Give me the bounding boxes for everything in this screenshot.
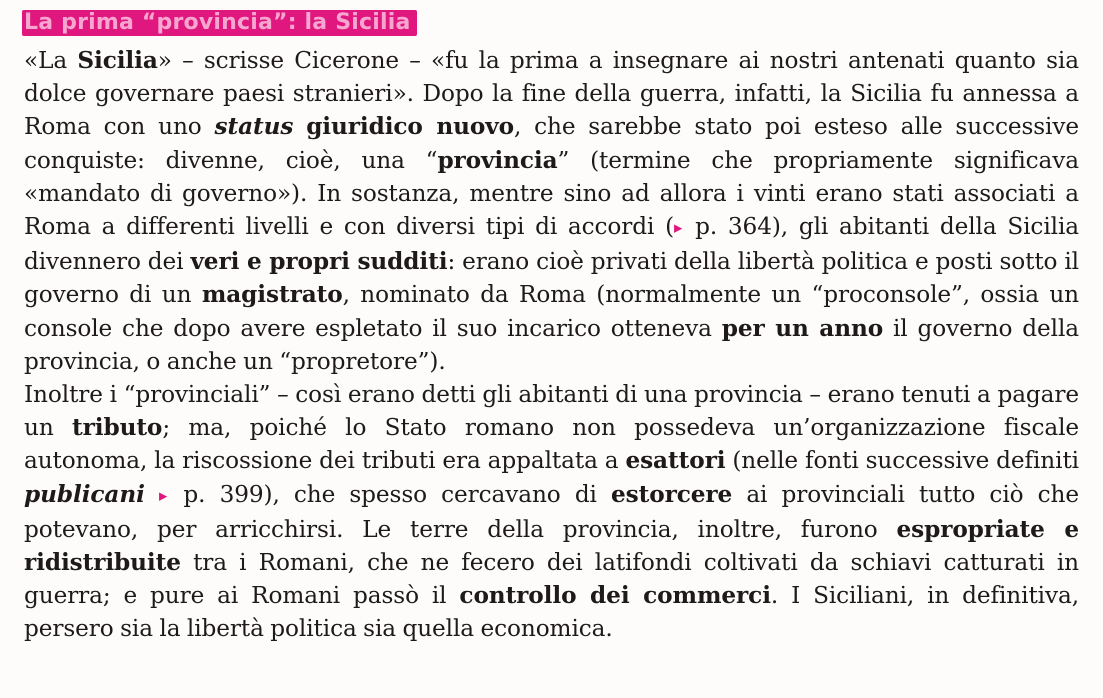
bold-italic-term-publicani: publicani [24,480,145,508]
bold-term-per-un-anno: per un anno [721,314,884,342]
text-run: ), che spesso cercavano di [263,480,612,508]
text-run: , nominato da Roma (normalmente un “proconsole”, ossia un console che dopo avere espletato il suo incarico otteneva [24,281,1079,342]
text-run: : erano cioè privati della libertà politica e posti sotto il governo di un [24,248,1079,309]
text-run: Inoltre i “provinciali” – così erano detti gli abitanti di una provincia – erano tenuti a pagare un [24,381,1079,442]
text-run: tra i Romani, che ne fecero dei latifondi coltivati da schiavi catturati in guerra; e pure ai Romani passò il [24,549,1079,610]
page-reference-link[interactable]: p. 399 [183,480,264,508]
page-reference-link[interactable]: p. 364 [695,213,772,241]
bold-term-estorcere: estorcere [611,480,733,508]
paragraph-2 [24,378,1079,646]
text-run: ai provinciali tutto ciò che potevano, per arricchirsi. Le terre della provincia, inoltre, furono [24,480,1079,543]
reference-arrow-icon: ▸ [674,217,683,238]
section-title: La prima “provincia”: la Sicilia [22,10,417,36]
text-run: ), gli abitanti della Sicilia divennero dei [24,213,1079,276]
text-run: (nelle fonti successive definiti [725,447,1079,475]
bold-term-veri-sudditi: veri e propri sudditi [190,248,448,276]
bold-term-sicilia: Sicilia [77,47,158,74]
text-run: ; ma, poiché lo Stato romano non possedeva un’organizzazione fiscale autonoma, la riscossione dei tributi era appaltata a [24,414,1080,475]
text-run: . I Siciliani, in definitiva, persero sia la libertà politica sia quella economica. [24,582,1079,643]
paragraph-1 [24,44,1079,378]
bold-term-esattori: esattori [625,447,726,475]
bold-term-controllo-commerci: controllo dei commerci [459,582,771,610]
section-heading-wrap [24,8,1079,44]
bold-term-magistrato: magistrato [201,281,343,309]
reference-arrow-icon: ▸ [158,484,168,505]
bold-term-tributo: tributo [72,414,163,442]
bold-term-provincia: provincia [437,146,558,174]
text-run: «La [24,47,78,74]
text-run: il governo della provincia, o anche un “propretore”). [24,314,1079,375]
text-run: » – scrisse Cicerone – «fu la prima a insegnare ai nostri antenati quanto sia dolce governare paesi stranieri». Dopo la fine della guerra, infatti, la Sicilia fu annessa a Roma con uno [24,47,1079,141]
text-run: , che sarebbe stato poi esteso alle successive conquiste: divenne, cioè, una “ [24,113,1079,174]
bold-term-giuridico-nuovo: giuridico nuovo [306,113,514,141]
bold-italic-term-status: status [214,113,294,141]
text-run: ” (termine che propriamente significava «mandato di governo»). In sostanza, mentre sino ad allora i vinti erano stati associati a Roma a differenti livelli e con diversi tipi di accordi ( [24,146,1079,241]
bold-term-espropriate: espropriate e ridistribuite [24,515,1079,577]
